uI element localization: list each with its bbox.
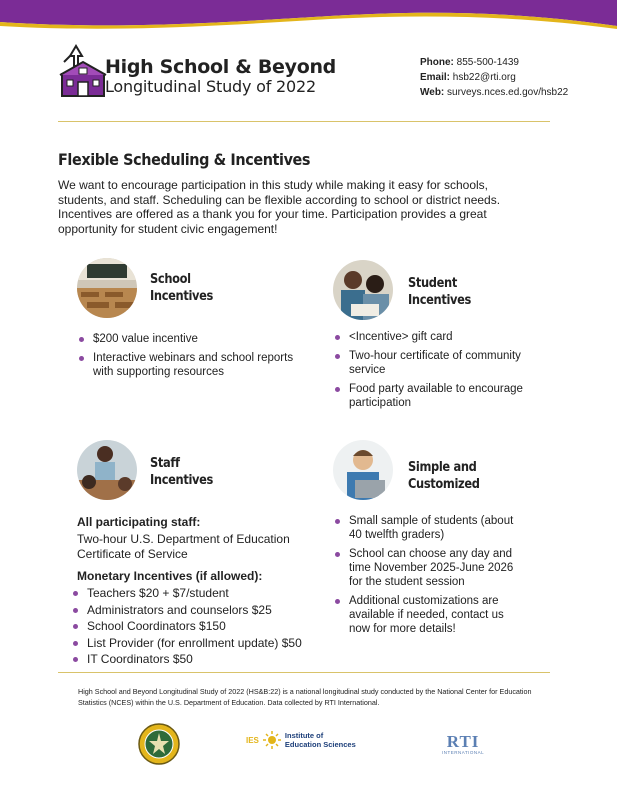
list-item: Small sample of students (about 40 twelfth graders) [334,514,524,542]
simple-customized-heading: Simple and Customized [408,460,480,492]
list-item: <Incentive> gift card [334,330,539,344]
list-item: Interactive webinars and school reports with supporting resources [78,351,296,379]
list-item: List Provider (for enrollment update) $50 [72,636,322,651]
school-house-logo-icon [58,44,108,100]
student-incentives-list [334,330,539,415]
monetary-incentives-heading: Monetary Incentives (if allowed): [77,569,263,583]
monetary-incentives-list [72,586,322,669]
header-divider [58,121,550,122]
rti-wordmark: RTI [446,732,480,751]
list-item: Teachers $20 + $7/student [72,586,322,601]
web-link[interactable]: surveys.nces.ed.gov/hsb22 [447,87,569,98]
brand-title: High School & Beyond [105,56,336,78]
footer-disclaimer: High School and Beyond Longitudinal Study of 2022 (HS&B:22) is a national longitudinal study conducted by the National Center for Education Statistics (NCES) within the U.S. Department of Education. Data collected by RTI International. [78,687,532,707]
list-item: IT Coordinators $50 [72,652,322,667]
all-staff-heading: All participating staff: [77,515,201,529]
contact-email: Email: hsb22@rti.org [420,72,516,83]
list-item: Additional customizations are available if needed, contact us now for more details! [334,594,524,636]
school-incentives-list [78,332,296,384]
school-classroom-photo [77,258,137,318]
intro-paragraph: We want to encourage participation in this study while making it easy for schools, students, and staff. Scheduling can be flexible according to school or district needs. Incentives are offered as a thank you for your time. Participation provides a great opportunity for student civic engagement! [58,178,501,236]
ies-abbr: IES [246,735,259,745]
rti-logo [442,733,484,755]
sunburst-icon [263,731,281,749]
header-wave-band [0,0,617,36]
department-of-education-seal-icon [138,723,180,765]
ies-line-2: Education Sciences [284,740,356,749]
student-incentives-heading: Student Incentives [408,276,471,308]
all-staff-body: Two-hour U.S. Department of Education Certificate of Service [77,532,290,561]
brand-subtitle: Longitudinal Study of 2022 [105,77,316,96]
contact-phone: Phone: 855-500-1439 [420,57,519,68]
email-link[interactable]: hsb22@rti.org [452,72,516,83]
students-photo [333,260,393,320]
staff-incentives-heading: Staff Incentives [150,456,213,488]
footer-divider [58,672,550,673]
rti-subtitle: INTERNATIONAL [442,750,485,755]
list-item: School can choose any day and time November 2025-June 2026 for the student session [334,547,524,589]
contact-web: Web: surveys.nces.ed.gov/hsb22 [420,87,569,98]
staff-teacher-photo [77,440,137,500]
phone-number[interactable]: 855-500-1439 [456,57,519,68]
list-item: School Coordinators $150 [72,619,322,634]
school-incentives-heading: School Incentives [150,272,213,304]
simple-customized-list [334,514,524,641]
list-item: Food party available to encourage participation [334,382,539,410]
ies-line-1: Institute of [284,731,324,740]
list-item: Two-hour certificate of community service [334,349,539,377]
list-item: $200 value incentive [78,332,296,346]
student-laptop-photo [333,440,393,500]
list-item: Administrators and counselors $25 [72,603,322,618]
page-title: Flexible Scheduling & Incentives [58,150,311,169]
ies-logo [246,731,356,749]
